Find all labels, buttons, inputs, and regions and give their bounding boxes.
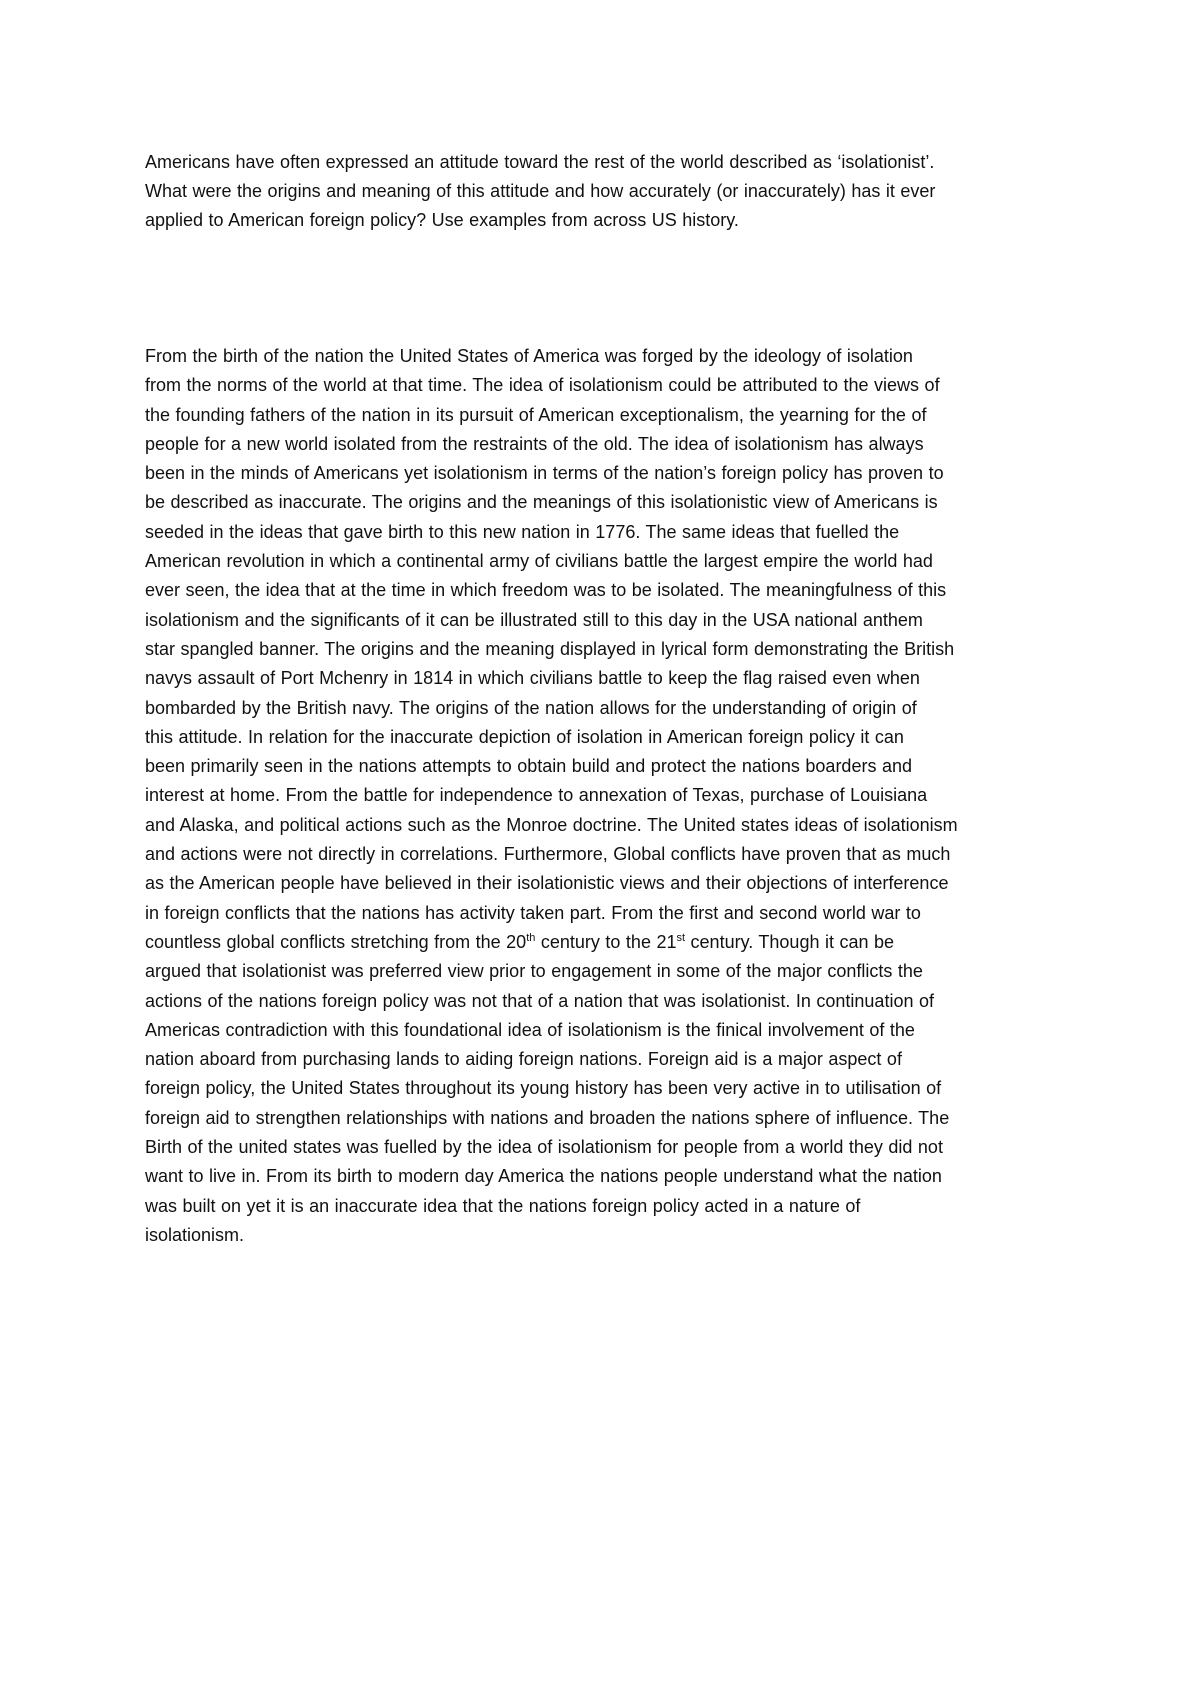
essay-line: this attitude. In relation for the inaccurate depiction of isolation in American foreign policy it can bbox=[145, 726, 904, 747]
essay-line: From the birth of the nation the United States of America was forged by the ideology of isolation bbox=[145, 346, 913, 366]
essay-line: want to live in. From its birth to modern day America the nations people understand what the nation bbox=[145, 1166, 942, 1187]
essay-line: and actions were not directly in correlations. Furthermore, Global conflicts have proven that as much bbox=[145, 844, 951, 865]
essay-line: been in the minds of Americans yet isolationism in terms of the nation’s foreign policy has proven to bbox=[145, 463, 944, 484]
essay-line: nation aboard from purchasing lands to aiding foreign nations. Foreign aid is a major aspect of bbox=[145, 1049, 902, 1070]
essay-line: navys assault of Port Mchenry in 1814 in which civilians battle to keep the flag raised even when bbox=[145, 668, 920, 689]
essay-line: people for a new world isolated from the restraints of the old. The idea of isolationism has always bbox=[145, 433, 924, 454]
essay-body bbox=[145, 342, 1075, 1250]
essay-line: ever seen, the idea that at the time in which freedom was to be isolated. The meaningfulness of this bbox=[145, 580, 947, 601]
question-line: What were the origins and meaning of this attitude and how accurately (or inaccurately) has it ever bbox=[145, 181, 936, 201]
question-line: Americans have often expressed an attitude toward the rest of the world described as ‘isolationist’. bbox=[145, 152, 935, 172]
essay-line: foreign policy, the United States throughout its young history has been very active in to utilisation of bbox=[145, 1078, 942, 1099]
essay-line: and Alaska, and political actions such as the Monroe doctrine. The United states ideas of isolationism bbox=[145, 814, 958, 835]
essay-line: Americas contradiction with this foundational idea of isolationism is the finical involvement of the bbox=[145, 1019, 915, 1040]
essay-line: been primarily seen in the nations attempts to obtain build and protect the nations boarders and bbox=[145, 756, 912, 777]
essay-line: isolationism and the significants of it can be illustrated still to this day in the USA national anthem bbox=[145, 609, 923, 630]
essay-text: countless global conflicts stretching from the 20 bbox=[145, 931, 527, 952]
essay-line: bombarded by the British navy. The origins of the nation allows for the understanding of origin of bbox=[145, 697, 917, 718]
essay-line: Birth of the united states was fuelled by the idea of isolationism for people from a world they did not bbox=[145, 1137, 943, 1158]
essay-text: century to the 21 bbox=[535, 931, 677, 952]
essay-line: from the norms of the world at that time. The idea of isolationism could be attributed to the views of bbox=[145, 375, 940, 396]
essay-line: foreign aid to strengthen relationships with nations and broaden the nations sphere of influence. The bbox=[145, 1107, 950, 1128]
essay-line: seeded in the ideas that gave birth to this new nation in 1776. The same ideas that fuelled the bbox=[145, 521, 900, 542]
essay-line: in foreign conflicts that the nations has activity taken part. From the first and second world war to bbox=[145, 902, 921, 923]
essay-line: was built on yet it is an inaccurate idea that the nations foreign policy acted in a nature of bbox=[145, 1195, 861, 1216]
question-line: applied to American foreign policy? Use examples from across US history. bbox=[145, 210, 739, 230]
essay-line: argued that isolationist was preferred view prior to engagement in some of the major conflicts the bbox=[145, 961, 923, 982]
essay-line: American revolution in which a continental army of civilians battle the largest empire the world had bbox=[145, 551, 933, 572]
essay-line: interest at home. From the battle for independence to annexation of Texas, purchase of Louisiana bbox=[145, 785, 928, 806]
essay-line: as the American people have believed in their isolationistic views and their objections of interference bbox=[145, 873, 949, 894]
essay-text: century. Though it can be bbox=[685, 931, 895, 952]
essay-line: be described as inaccurate. The origins and the meanings of this isolationistic view of Americans is bbox=[145, 492, 938, 513]
essay-line: star spangled banner. The origins and the meaning displayed in lyrical form demonstrating the British bbox=[145, 638, 955, 659]
essay-line: the founding fathers of the nation in its pursuit of American exceptionalism, the yearning for the of bbox=[145, 404, 927, 425]
ordinal-suffix: st bbox=[676, 931, 686, 944]
essay-line: actions of the nations foreign policy was not that of a nation that was isolationist. In continuation of bbox=[145, 990, 934, 1011]
essay-line: isolationism. bbox=[145, 1224, 245, 1245]
essay-question bbox=[145, 148, 1075, 235]
essay-line-with-superscripts bbox=[145, 928, 1075, 957]
ordinal-suffix: th bbox=[526, 931, 536, 944]
